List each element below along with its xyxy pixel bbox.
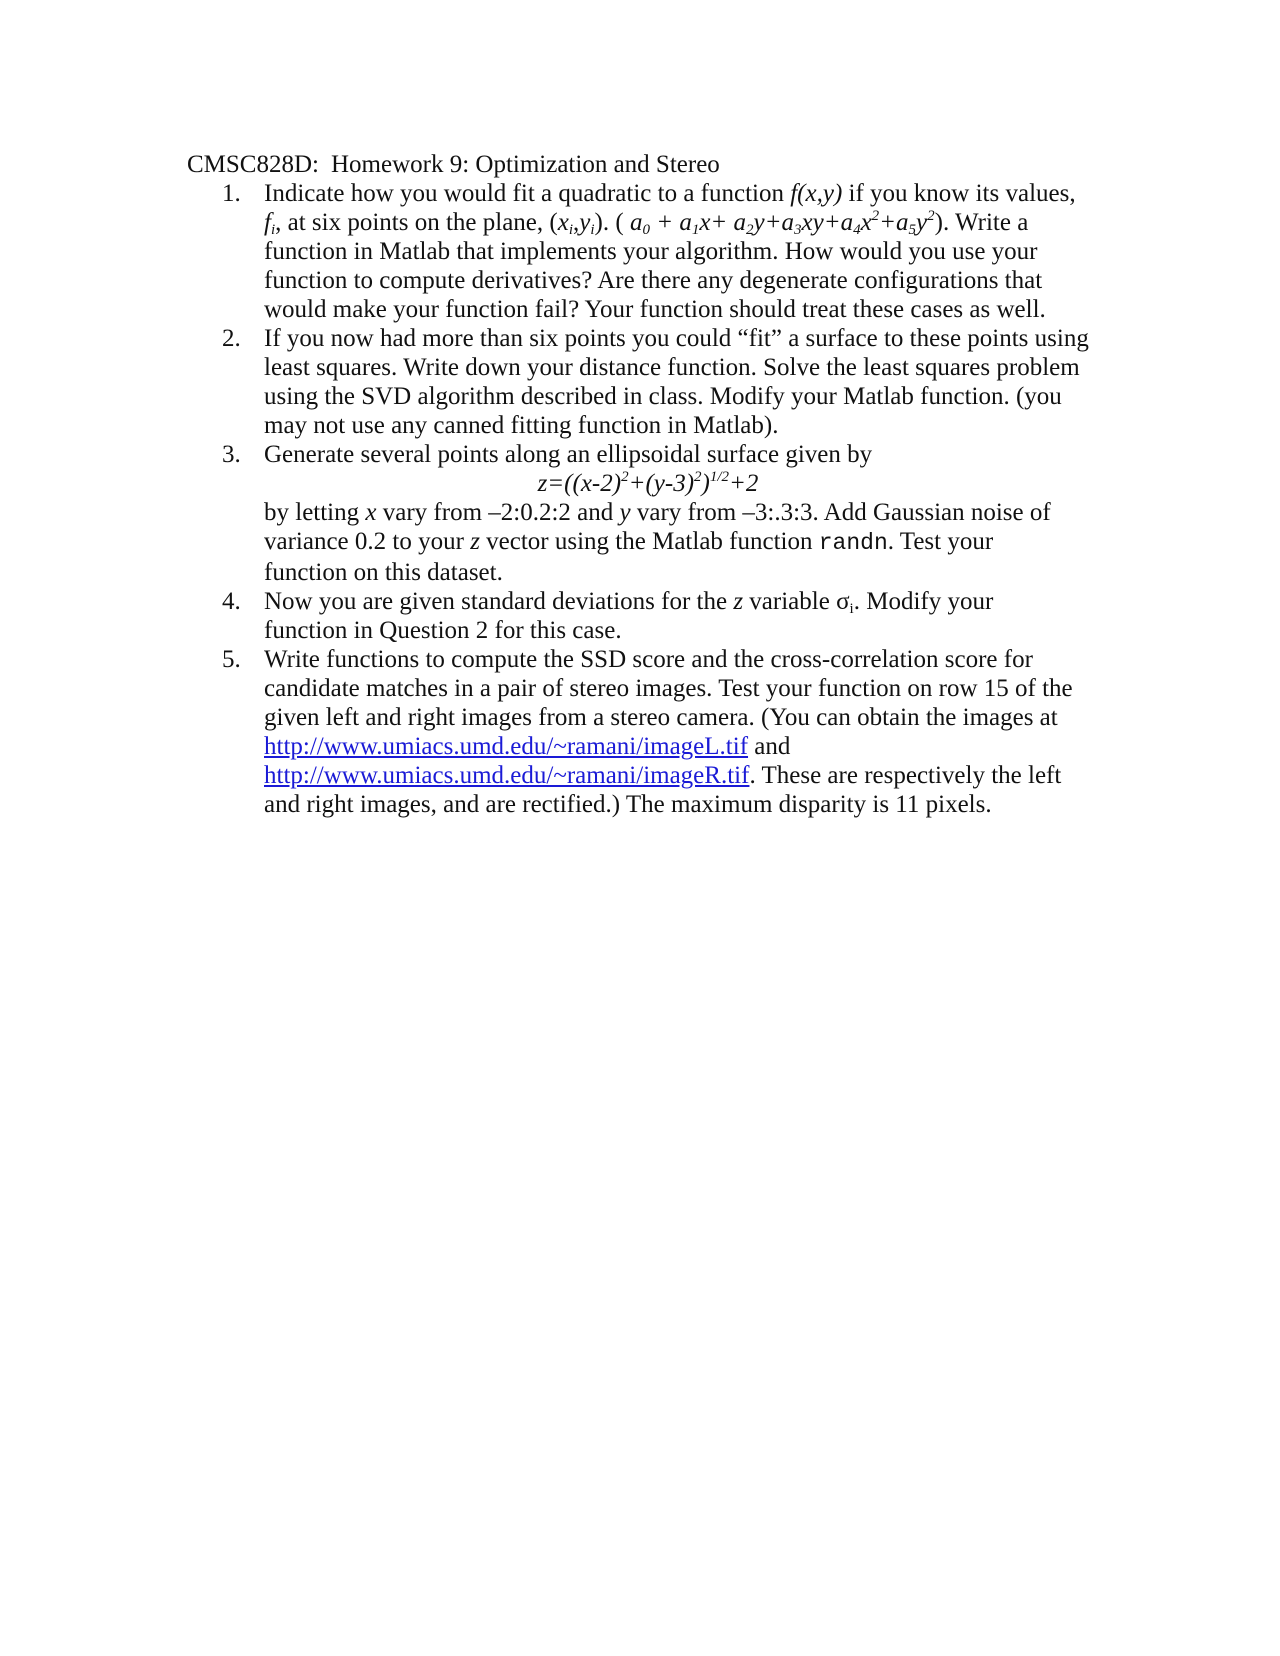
question-text-line: least squares. Write down your distance function. Solve the least squares problem xyxy=(264,354,1080,381)
image-right-link[interactable]: http://www.umiacs.umd.edu/~ramani/imageR.tif xyxy=(264,762,750,789)
page-title xyxy=(187,150,720,179)
question-text-line xyxy=(264,587,1102,616)
math-subscript: i xyxy=(270,222,276,238)
image-left-link[interactable]: http://www.umiacs.umd.edu/~ramani/imageL.tif xyxy=(264,733,749,760)
text-fragment: vector using the Matlab function xyxy=(479,528,819,555)
text-fragment: vary from –2:0.2:2 and xyxy=(376,499,620,526)
question-text-line xyxy=(264,498,1102,527)
math-subscript: 5 xyxy=(908,222,917,238)
math-subscript: 1 xyxy=(691,222,700,238)
question-3 xyxy=(222,440,1102,587)
math-variable: x xyxy=(365,499,377,526)
math-superscript: 2 xyxy=(621,469,629,485)
math-term: a xyxy=(629,209,643,236)
question-text-line: Write functions to compute the SSD score and the cross-correlation score for xyxy=(264,646,1033,673)
text-fragment: Indicate how you would fit a quadratic to a function xyxy=(264,180,791,207)
math-term: x xyxy=(860,209,872,236)
question-number: 3. xyxy=(222,441,241,468)
text-fragment: , at six points on the plane, ( xyxy=(275,209,558,236)
question-text-line: and right images, and are rectified.) The maximum disparity is 11 pixels. xyxy=(264,791,992,818)
question-number: 2. xyxy=(222,325,241,352)
question-text-line xyxy=(264,208,1102,237)
math-variable: y xyxy=(579,209,591,236)
question-text-line xyxy=(264,761,1102,790)
math-subscript: 4 xyxy=(853,222,861,238)
math-variable: z xyxy=(470,528,480,555)
math-term: +(y-3) xyxy=(628,470,695,497)
text-fragment: ). Write a xyxy=(934,209,1029,236)
text-fragment: vary from –3:.3:3. Add Gaussian noise of xyxy=(630,499,1051,526)
math-superscript: 1/2 xyxy=(709,469,730,485)
question-4 xyxy=(222,587,1102,645)
math-variable: x xyxy=(557,209,569,236)
question-text-line: function in Matlab that implements your algorithm. How would you use your xyxy=(264,238,1038,265)
question-text-line: given left and right images from a stereo camera. (You can obtain the images at xyxy=(264,704,1058,731)
ellipsoid-formula xyxy=(264,469,1102,498)
question-2 xyxy=(222,324,1102,440)
question-text-line: would make your function fail? Your function should treat these cases as well. xyxy=(264,296,1046,323)
text-fragment: and xyxy=(748,733,791,760)
text-fragment: . Test your xyxy=(887,528,994,555)
math-term: + xyxy=(649,209,680,236)
text-fragment: variable xyxy=(743,588,837,615)
math-subscript: 0 xyxy=(642,222,650,238)
code-function-name: randn xyxy=(818,530,888,556)
text-fragment: variance 0.2 to your xyxy=(264,528,471,555)
question-text-line: Generate several points along an ellipsoidal surface given by xyxy=(264,441,873,468)
math-superscript: 2 xyxy=(694,469,702,485)
math-subscript: i xyxy=(568,222,573,238)
question-text-line: may not use any canned fitting function in Matlab). xyxy=(264,412,779,439)
course-code: CMSC828D: xyxy=(187,151,319,178)
math-term: a xyxy=(679,209,692,236)
text-fragment: . These are respectively the left xyxy=(749,762,1062,789)
question-1 xyxy=(222,179,1102,324)
text-fragment: Now you are given standard deviations for the xyxy=(264,588,734,615)
math-term: +a xyxy=(879,209,909,236)
math-term: x+ xyxy=(699,209,734,236)
question-text-line xyxy=(264,179,1102,208)
math-term: z=((x-2) xyxy=(537,470,622,497)
sigma-symbol: σ xyxy=(836,588,850,615)
text-fragment: . Modify your xyxy=(853,588,994,615)
text-fragment: , xyxy=(573,209,580,236)
math-term: a xyxy=(733,209,747,236)
math-term: y+a xyxy=(753,209,794,236)
text-fragment: if you know its values, xyxy=(842,180,1076,207)
polynomial-expression xyxy=(630,209,935,236)
math-superscript: 2 xyxy=(871,208,880,224)
question-text-line xyxy=(264,527,1102,558)
question-text-line xyxy=(264,732,1102,761)
text-fragment: ). ( xyxy=(594,209,630,236)
math-subscript: i xyxy=(849,601,854,617)
math-term: xy+a xyxy=(801,209,854,236)
math-term: y xyxy=(916,209,928,236)
question-text-line: If you now had more than six points you could “fit” a surface to these points using xyxy=(264,325,1089,352)
math-subscript: 2 xyxy=(746,222,754,238)
question-text-line: function in Question 2 for this case. xyxy=(264,617,622,644)
math-variable: y xyxy=(619,499,631,526)
math-function: f(x,y) xyxy=(790,180,843,207)
math-variable: f xyxy=(264,209,271,236)
math-subscript: i xyxy=(590,222,595,238)
question-text-line: function to compute derivatives? Are there any degenerate configurations that xyxy=(264,267,1043,294)
question-number: 4. xyxy=(222,588,241,615)
math-subscript: 3 xyxy=(794,222,802,238)
question-text-line: using the SVD algorithm described in class. Modify your Matlab function. (you xyxy=(264,383,1062,410)
question-number: 5. xyxy=(222,646,241,673)
assignment-title: Homework 9: Optimization and Stereo xyxy=(330,151,720,178)
math-term: +2 xyxy=(729,470,759,497)
question-text-line: function on this dataset. xyxy=(264,559,503,586)
math-superscript: 2 xyxy=(927,208,935,224)
math-variable: z xyxy=(733,588,744,615)
question-number: 1. xyxy=(222,180,241,207)
text-fragment: by letting xyxy=(264,499,366,526)
question-text-line: candidate matches in a pair of stereo images. Test your function on row 15 of the xyxy=(264,675,1073,702)
math-term: ) xyxy=(701,470,710,497)
question-5 xyxy=(222,645,1102,819)
question-list xyxy=(222,179,1102,819)
